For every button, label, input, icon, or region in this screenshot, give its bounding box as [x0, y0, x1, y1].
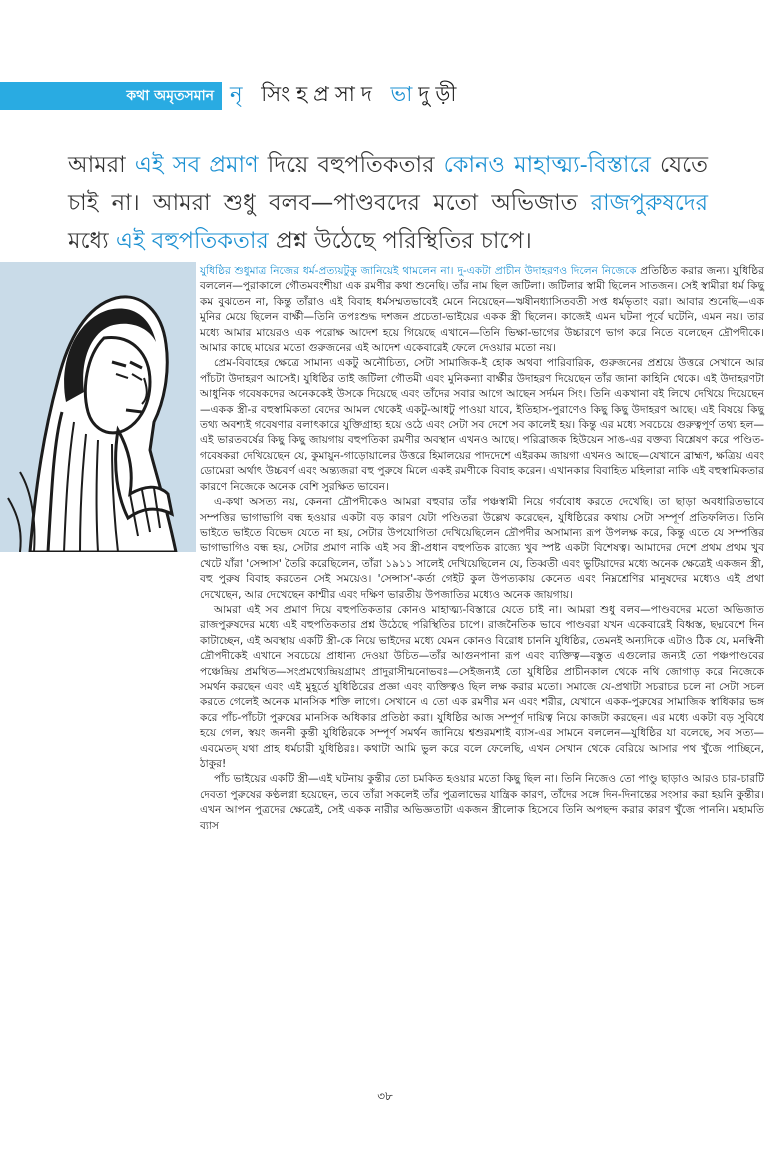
lead-in: যুধিষ্ঠির শুধুমাত্র নিজের ধর্ম-প্রত্যয়টুকু জানিয়েই থামলেন না। দু-একটা প্রাচীন উদাহরণও দিলেন নিজেকে [200, 265, 637, 277]
pull-quote-text: দিয়ে বহুপতিকতার [258, 152, 444, 178]
page-number: ৩৮ [377, 1089, 393, 1103]
pull-quote-highlight: এই সব প্রমাণ [134, 152, 259, 178]
author-name [230, 78, 462, 113]
pull-quote-text: যেতে চাই না। আমরা শুধু বলব—পাণ্ডবদের মতো অভিজাত [68, 152, 708, 216]
body-paragraph: প্রেম-বিবাহের ক্ষেত্রে সামান্য একটু অনৌচিত্য, সেটা সামাজিক-ই হোক অথবা পারিবারিক, গুরুজনের প্রশ্রয়ে উত্তরে সেখানে আর পাঁচটা উদাহরণ আসেই। যুধিষ্ঠির তাই জটিলা গৌতমী এবং মুনিকন্যা বার্ক্ষীর উদাহরণ দিয়েছেন তাঁর জানা কাহিনি থেকে। এই উদাহরণটা আধুনিক গবেষকদের অনেককেই উসকে দিয়েছে এবং তাঁদের সবার আগে আছেন সর্দমন সিং। তিনি একখানা বই লিখে দেখিয়ে দিয়েছেন—একক স্ত্রী-র বহুস্বামিকতা বেদের আমল থেকেই একটু-আধটু পাওয়া যাবে, ইতিহাস-পুরাণেও কিছু কিছু উদাহরণ আছে। এই বিষয়ে কিছু তথ্য অবশ্যই গবেষণার বলাৎকারে যুক্তিগ্রাহ্য হয়ে ওঠে এবং সেটা সব দেশে সব কালেই হয়। কিন্তু এর মধ্যে সবচেয়ে গুরুত্বপূর্ণ তথ্য হল—এই ভারতবর্ষের কিছু কিছু জায়গায় বহুপতিকা রমণীর অবস্থান এখনও আছে। পরিব্রাজক হিউয়েন সাঙ-এর বক্তব্য বিশ্লেষণ করে পণ্ডিত-গবেষকরা দেখিয়েছেন যে, কুমায়ুন-গাড়োয়ালের উত্তরে হিমালয়ের পাদদেশে এইরকম জায়গা এখনও আছে—যেখানে ব্রাহ্মণ, ক্ষত্রিয় এবং ডোমেরা অর্থাৎ উচ্চবর্ণ এবং অন্ত্যজরা বহু পুরুষে মিলে একই রমণীকে বিবাহ করেন। এখানকার বিবাহিত মহিলারা নাকি এই বহুস্বামিকতার কারণে নিজেকে অনেক বেশি সুরক্ষিত ভাবেন। [200, 357, 764, 493]
body-paragraph [200, 264, 764, 356]
body-paragraph: আমরা এই সব প্রমাণ দিয়ে বহুপতিকতার কোনও মাহাত্ম্য-বিস্তারে যেতে চাই না। আমরা শুধু বলব—পাণ্ডবদের মতো অভিজাত রাজপুরুষদের মধ্যে এই বহুপতিকতার প্রশ্ন উঠেছে পরিস্থিতির চাপে। রাজনৈতিক ভাবে পাণ্ডবরা যখন একেবারেই বিধ্বস্ত, ছদ্মবেশে দিন কাটাচ্ছেন, এই অবস্থায় একটি স্ত্রী-কে নিয়ে ভাইদের মধ্যে যেমন কোনও বিরোধ চাননি যুধিষ্ঠির, তেমনই অন্যদিকে এটাও ঠিক যে, মনস্বিনী দ্রৌপদীকেই এখানে সবচেয়ে প্রাধান্য দেওয়া উচিত—তাঁর আগুনপানা রূপ এবং ব্যক্তিত্ব—বস্তুত এগুলোর জন্যই তো পঞ্চপাণ্ডবের পঞ্চেন্দ্রিয় প্রমথিত—সংপ্রমথ্যেন্দ্রিয়গ্রামং প্রাদুরাসীন্মনোভবঃ—সেইজন্যই তো যুধিষ্ঠির প্রাচীনকাল থেকে নথি জোগাড় করে নিজেকে সমর্থন করছেন এবং এই মুহূর্তে যুধিষ্ঠিরের প্রজ্ঞা এবং ব্যক্তিত্বও ছিল লক্ষ করার মতো। সমাজে যে-প্রথাটা সচরাচর চলে না সেটা সচল করতে গেলেই অনেক মানসিক শক্তি লাগে। সেখানে এ তো এক রমণীর মন এবং শরীর, যেখানে একক-পুরুষের সামাজিক স্বাধিকার ভঙ্গ করে পাঁচ-পাঁচটা পুরুষের মানসিক অধিকার প্রতিষ্ঠা করা। যুধিষ্ঠির আজ সম্পূর্ণ দায়িত্ব নিয়ে কাজটা করছেন। এর মধ্যে একটা বড় সুবিধে হয়ে গেল, স্বয়ং জননী কুন্তী যুধিষ্ঠিরকে সম্পূর্ণ সমর্থন জানিয়ে শ্বশুরমশাই ব্যাস-এর সামনে বললেন—যুধিষ্ঠির যা বলেছে, সব সত্য—এবমেতদ্ যথা প্রাহ ধর্মচারী যুধিষ্ঠিরঃ। কথাটা আমি ভুল করে বলে ফেলেছি, এখন সেখান থেকে বেরিয়ে আসার পথ খুঁজে পাচ্ছিনে, ঠাকুর! [200, 603, 764, 770]
article-body [200, 264, 764, 834]
author-name-rest: দুড়ী [418, 82, 463, 106]
pull-quote [68, 146, 708, 260]
author-name-mid: সিংহপ্রসাদ [261, 82, 391, 106]
woman-illustration-icon [0, 262, 196, 552]
pull-quote-highlight: রাজপুরুষদের [590, 190, 708, 216]
paragraph-text: প্রতিষ্ঠিত করার জন্য। যুধিষ্ঠির বললেন—পুরাকালে গৌতমবংশীয়া এক রমণীর কথা শুনেছি। তাঁর নাম ছিল জটিলা। জটিলার স্বামী ছিলেন সাতজন। সেই স্বামীরা ধর্ম কিছু কম বুঝতেন না, কিন্তু তাঁরাও এই বিবাহ ধর্মসম্মতভাবেই মেনে নিয়েছেন—ঋষীনধ্যাসিতবতী সপ্ত ধর্মভৃতাং বরা। আবার শুনেছি—এক মুনির মেয়ে ছিলেন বার্ক্ষী—তিনি তপঃশুদ্ধ দশজন প্রচেতা-ভাইয়ের একক স্ত্রী ছিলেন। কাজেই এমন ঘটনা পূর্বে ঘটেনি, এমন নয়। তার মধ্যে আমার মায়েরও এক পরোক্ষ আদেশ হয়ে গিয়েছে এখানে—তিনি ভিক্ষা-ভাগের উচ্চারণে ভাগ করে নিতে বলেছেন দ্রৌপদীকে। আমার কাছে মায়ের মতো গুরুজনের এই আদেশ একেবারেই ফেলে দেওয়ার মতো নয়। [200, 265, 764, 355]
body-paragraph: এ-কথা অসত্য নয়, কেননা দ্রৌপদীকেও আমরা বহুবার তাঁর পঞ্চস্বামী নিয়ে গর্ববোধ করতে দেখেছি। তা ছাড়া অবধারিতভাবে সম্পত্তির ভাগাভাগি বন্ধ হওয়ার একটা বড় কারণ যেটা পণ্ডিতরা উল্লেখ করেছেন, যুধিষ্ঠিরের কথায় সেটা সম্পূর্ণ প্রতিফলিত। তিনি ভাইতে ভাইতে বিভেদ যেতে না হয়, সেটার উপযোগিতা দেখিয়েছিলেন দ্রৌপদীর অসামান্য রূপ উপলক্ষ করে, কিন্তু এতে যে সম্পত্তির ভাগাভাগিও বন্ধ হয়, সেটার প্রমাণ নাকি এই সব স্ত্রী-প্রধান বহুপতিক রাজ্যে খুব স্পষ্ট একটা বিশেষত্ব। আমাদের দেশে প্রথম প্রথম খুব খেটে যাঁরা 'সেন্সাস' তৈরি করেছিলেন, তাঁরা ১৯১১ সালেই দেখিয়েছিলেন যে, তিব্বতী এবং ভুটিয়াদের মধ্যে অনেক ক্ষেত্রেই একজন স্ত্রী, বহু পুরুষ বিবাহ করতেন সেই সময়েও। 'সেন্সাস'-কর্তা গেইট কুল উপত্যকায় কেনেত এবং নিম্নশ্রেণির মানুষদের মধ্যেও এই প্রথা দেখেছেন, আর দেখেছেন কাশ্মীর এবং দক্ষিণ ভারতীয় উপজাতির মধ্যেও অনেক জায়গায়। [200, 496, 764, 601]
author-name-first: নৃ [230, 82, 249, 106]
illustration-woman-thinking [0, 262, 196, 552]
header-bar [0, 82, 222, 110]
pull-quote-highlight: কোনও মাহাত্ম্য-বিস্তারে [443, 152, 651, 178]
author-name-initial: ভা [390, 82, 419, 106]
series-label: কথা অমৃতসমান [126, 88, 214, 104]
pull-quote-text: মধ্যে [68, 228, 116, 254]
body-paragraph: পাঁচ ভাইয়ের একটি স্ত্রী—এই ঘটনায় কুন্তীর তো চমকিত হওয়ার মতো কিছু ছিল না। তিনি নিজেও তো পাণ্ডু ছাড়াও আরও চার-চারটি দেবতা পুরুষের কণ্ঠলগ্না হয়েছেন, তবে তাঁরা সকলেই তাঁর পুত্রলাভের যান্ত্রিক কারণ, তাঁদের সঙ্গে দিন-দিনান্তের সংসার করা হয়নি কুন্তীর। এখন আপন পুত্রদের ক্ষেত্রেই, সেই একক নারীর অভিজ্ঞতাটা একজন স্ত্রীলোক হিসেবে তিনি অপছন্দ করার কারণ খুঁজে পাননি। মহামতি ব্যাস [200, 773, 764, 832]
pull-quote-highlight: এই বহুপতিকতার [115, 228, 269, 254]
pull-quote-text: আমরা [68, 152, 135, 178]
pull-quote-text: প্রশ্ন উঠেছে পরিস্থিতির চাপে। [268, 228, 532, 254]
